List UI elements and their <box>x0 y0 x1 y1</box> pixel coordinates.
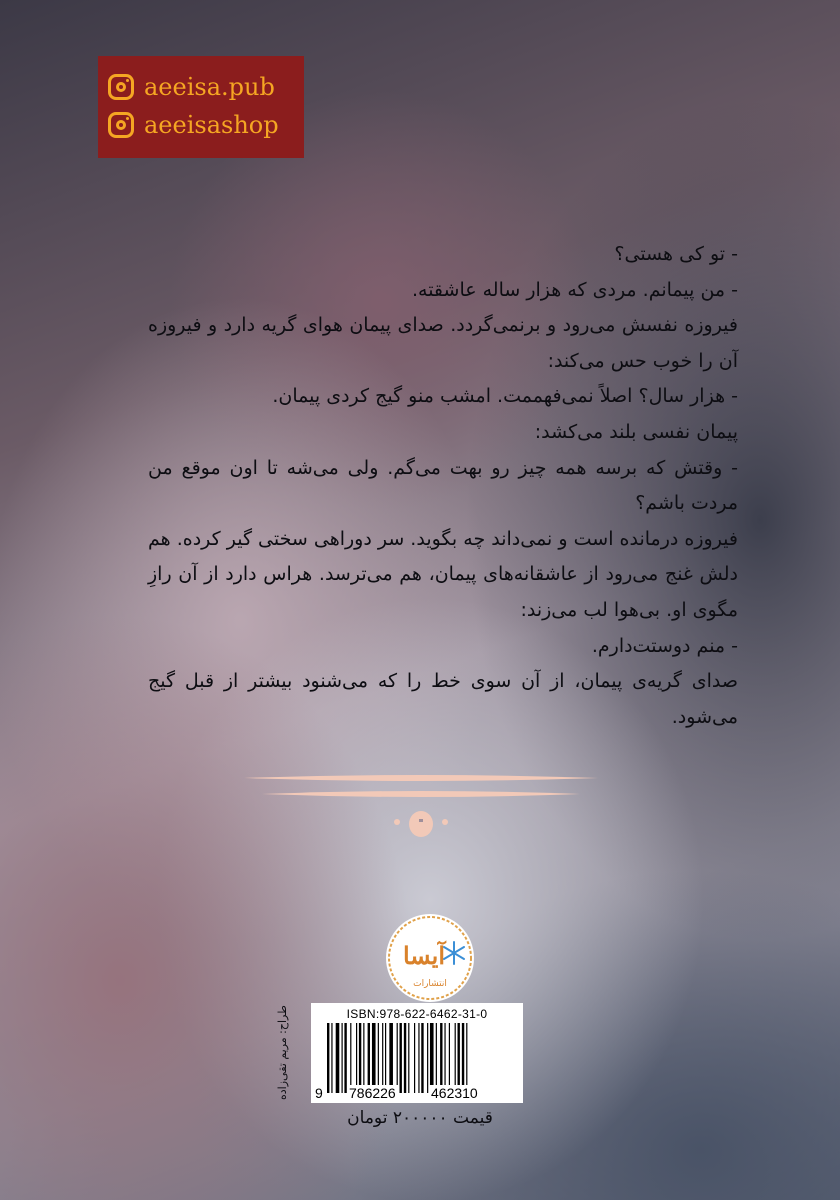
barcode-bar <box>436 1023 437 1093</box>
excerpt-line: صدای گریه‌ی پیمان، از آن سوی خط را که می‌شنود بیشتر از قبل گیج می‌شود. <box>148 670 738 728</box>
barcode-bar <box>359 1023 361 1093</box>
barcode-bar <box>462 1023 464 1093</box>
barcode-bar <box>421 1023 423 1093</box>
svg-text:آیسا: آیسا <box>402 941 446 970</box>
barcode-bar <box>440 1023 442 1093</box>
excerpt-line: - تو کی هستی؟ <box>614 243 738 265</box>
ornamental-divider <box>240 770 602 840</box>
barcode-bar <box>342 1023 343 1093</box>
barcode-bar <box>397 1023 398 1093</box>
isbn-label: ISBN:978-622-6462-31-0 <box>346 1007 488 1021</box>
svg-text:انتشارات: انتشارات <box>413 979 447 989</box>
barcode-bar <box>344 1023 346 1093</box>
barcode-bar <box>382 1023 383 1093</box>
barcode-bar <box>336 1023 340 1093</box>
barcode-bar <box>455 1023 456 1093</box>
excerpt-line: فیروزه درمانده است و نمی‌داند چه بگوید. سر دوراهی سختی گیر کرده. هم دلش غنج می‌رود از عاشقانه‌های پیمان، هم می‌ترسد. هراس دارد از آن رازِ مگوی او. بی‌هوا لب می‌زند: <box>148 527 738 621</box>
barcode-bar <box>444 1023 445 1093</box>
barcode-bar <box>356 1023 357 1093</box>
instagram-icon <box>108 74 134 100</box>
social-row-1[interactable] <box>108 68 294 106</box>
barcode-bar <box>327 1023 329 1093</box>
excerpt-line: - منم دوستت‌دارم. <box>591 634 738 657</box>
barcode-bar <box>466 1023 467 1093</box>
barcode-bar <box>458 1023 460 1093</box>
price-label: قیمت ۲۰۰۰۰۰ تومان <box>347 1108 493 1128</box>
barcode-bar <box>372 1023 376 1093</box>
barcode-bar <box>427 1023 428 1093</box>
barcode-bar <box>408 1023 409 1093</box>
barcode-bars <box>325 1023 515 1093</box>
excerpt-line: - وقتش که برسه همه چیز رو بهت می‌گم. ولی می‌شه تا اون موقع من مردت باشم؟ <box>148 456 738 515</box>
aeeisa-publisher-logo <box>384 912 476 1004</box>
excerpt-line: - هزار سال؟ اصلاً نمی‌فهممت. امشب منو گیج کردی پیمان. <box>272 385 738 408</box>
instagram-handle-1: aeeisa.pub <box>144 73 275 101</box>
barcode-bar <box>430 1023 434 1093</box>
excerpt-line: فیروزه نفسش می‌رود و برنمی‌گردد. صدای پیمان هوای گریه دارد و فیروزه آن را خوب حس می‌کند: <box>148 314 738 372</box>
excerpt-line: پیمان نفسی بلند می‌کشد: <box>534 420 738 443</box>
barcode-group-1: 786226 <box>349 1085 396 1101</box>
barcode-group-2: 462310 <box>431 1085 478 1101</box>
social-handles-box <box>98 56 304 158</box>
barcode-bar <box>368 1023 370 1093</box>
book-excerpt <box>148 237 738 735</box>
barcode-bar <box>363 1023 364 1093</box>
barcode-bar <box>331 1023 332 1093</box>
barcode-bar <box>449 1023 450 1093</box>
isbn-barcode <box>311 1003 523 1103</box>
barcode-bar <box>389 1023 393 1093</box>
barcode-bar <box>385 1023 386 1093</box>
barcode-bar <box>400 1023 402 1093</box>
social-row-2[interactable] <box>108 106 294 144</box>
excerpt-line: - من پیمانم. مردی که هزار ساله عاشقته. <box>411 278 738 301</box>
instagram-icon <box>108 112 134 138</box>
barcode-bar <box>404 1023 406 1093</box>
barcode-bar <box>418 1023 419 1093</box>
barcode-bar <box>350 1023 351 1093</box>
barcode-bar <box>414 1023 415 1093</box>
barcode-bar <box>378 1023 379 1093</box>
barcode-lead-digit: 9 <box>315 1085 323 1101</box>
instagram-handle-2: aeeisashop <box>144 111 279 139</box>
designer-credit: طراح: مریم تقی‌زاده <box>276 1005 289 1101</box>
